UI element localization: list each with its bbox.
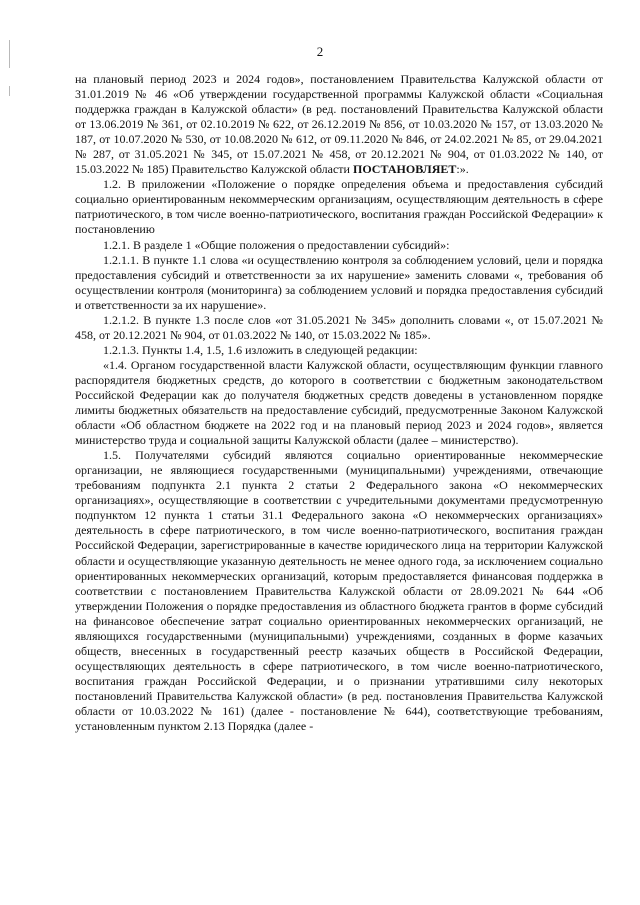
paragraph-p0 [75,72,603,177]
paragraph-p3 [75,253,603,313]
paragraph-text: :». [456,162,469,177]
paragraph-text: 1.2.1.1. В пункте 1.1 слова «и осуществлению контроля за соблюдением условий, цели и порядка предоставления субсидий и ответственности за их нарушение» заменить словами «, требования об осуществлении контроля (мониторинга) за соблюдением условий и порядка предоставления субсидий и ответственности за их нарушение». [75,252,603,312]
paragraph-text: 1.5. Получателями субсидий являются социально ориентированные некоммерческие организации, не являющиеся государственными (муниципальными) учреждениями, отвечающие требованиям подпункта 2.1 пункта 2 статьи 2 Федерального закона «О некоммерческих организациях», осуществляющие в соответствии с учредительными документами предусмотренную подпунктом 12 пункта 1 статьи 31.1 Федерального закона «О некоммерческих организациях» деятельность в сфере патриотического, в том числе военно-патриотического, воспитания граждан Российской Федерации, зарегистрированные в качестве юридического лица на территории Калужской области и осуществляющие указанную деятельность не менее одного года, за исключением социально ориентированных некоммерческих организаций, которым предоставляется финансовая поддержка в соответствии с постановлением Правительства Калужской области от 28.09.2021 № 644 «Об утверждении Положения о порядке предоставления из областного бюджета грантов в форме субсидий на финансовое обеспечение затрат социально ориентированных некоммерческих организаций, не являющихся государственными (муниципальными) учреждениями, созданных в форме казачьих обществ, внесенных в государственный реестр казачьих обществ в Российской Федерации, осуществляющих деятельность в сфере патриотического, в том числе военно-патриотического, воспитания граждан Российской Федерации, и о признании утратившими силу некоторых постановлений Правительства Калужской области» (в ред. постановления Правительства Калужской области от 10.03.2022 № 161) (далее - постановление № 644), соответствующие требованиям, установленным пунктом 2.13 Порядка (далее - [75,448,603,734]
page-number: 2 [316,44,324,59]
paragraph-p2 [75,238,603,253]
paragraph-p5 [75,343,603,358]
paragraph-p1 [75,177,603,237]
paragraph-text: 1.2. В приложении «Положение о порядке определения объема и предоставления субсидий социально ориентированным некоммерческим организациям, осуществляющим деятельность в сфере патриотического, в том числе военно-патриотического, воспитания граждан Российской Федерации» к постановлению [75,177,603,237]
paragraph-text: 1.2.1.2. В пункте 1.3 после слов «от 31.05.2021 № 345» дополнить словами «, от 15.07.2021 № 458, от 20.12.2021 № 904, от 01.03.2022 № 140, от 15.03.2022 № 185». [75,312,603,342]
document-body [75,72,603,734]
paragraph-p6 [75,358,603,448]
paragraph-text: «1.4. Органом государственной власти Калужской области, осуществляющим функции главного распорядителя бюджетных средств, до которого в соответствии с бюджетным законодательством Российской Федерации как до получателя бюджетных средств доведены в установленном порядке лимиты бюджетных обязательств на предоставление субсидий, предусмотренные Законом Калужской области «Об областном бюджете на 2022 год и на плановый период 2023 и 2024 годов», является министерство труда и социальной защиты Калужской области (далее – министерство). [75,357,603,448]
paragraph-p7 [75,448,603,734]
paragraph-text: 1.2.1.3. Пункты 1.4, 1.5, 1.6 изложить в следующей редакции: [103,342,418,357]
paragraph-text: 1.2.1. В разделе 1 «Общие положения о предоставлении субсидий»: [103,237,450,252]
paragraph-text: на плановый период 2023 и 2024 годов», постановлением Правительства Калужской области от 31.01.2019 № 46 «Об утверждении государственной программы Калужской области «Социальная поддержка граждан в Калужской области» (в ред. постановлений Правительства Калужской области от 13.06.2019 № 361, от 02.10.2019 № 622, от 26.12.2019 № 856, от 10.03.2020 № 157, от 13.03.2020 № 187, от 10.07.2020 № 530, от 10.08.2020 № 612, от 09.11.2020 № 846, от 24.02.2021 № 85, от 29.04.2021 № 287, от 31.05.2021 № 345, от 15.07.2021 № 458, от 20.12.2021 № 904, от 01.03.2022 № 140, от 15.03.2022 № 185) Правительство Калужской области [75,72,603,177]
scan-margin-mark [9,86,10,96]
bold-keyword: ПОСТАНОВЛЯЕТ [352,162,457,177]
paragraph-p4 [75,313,603,343]
